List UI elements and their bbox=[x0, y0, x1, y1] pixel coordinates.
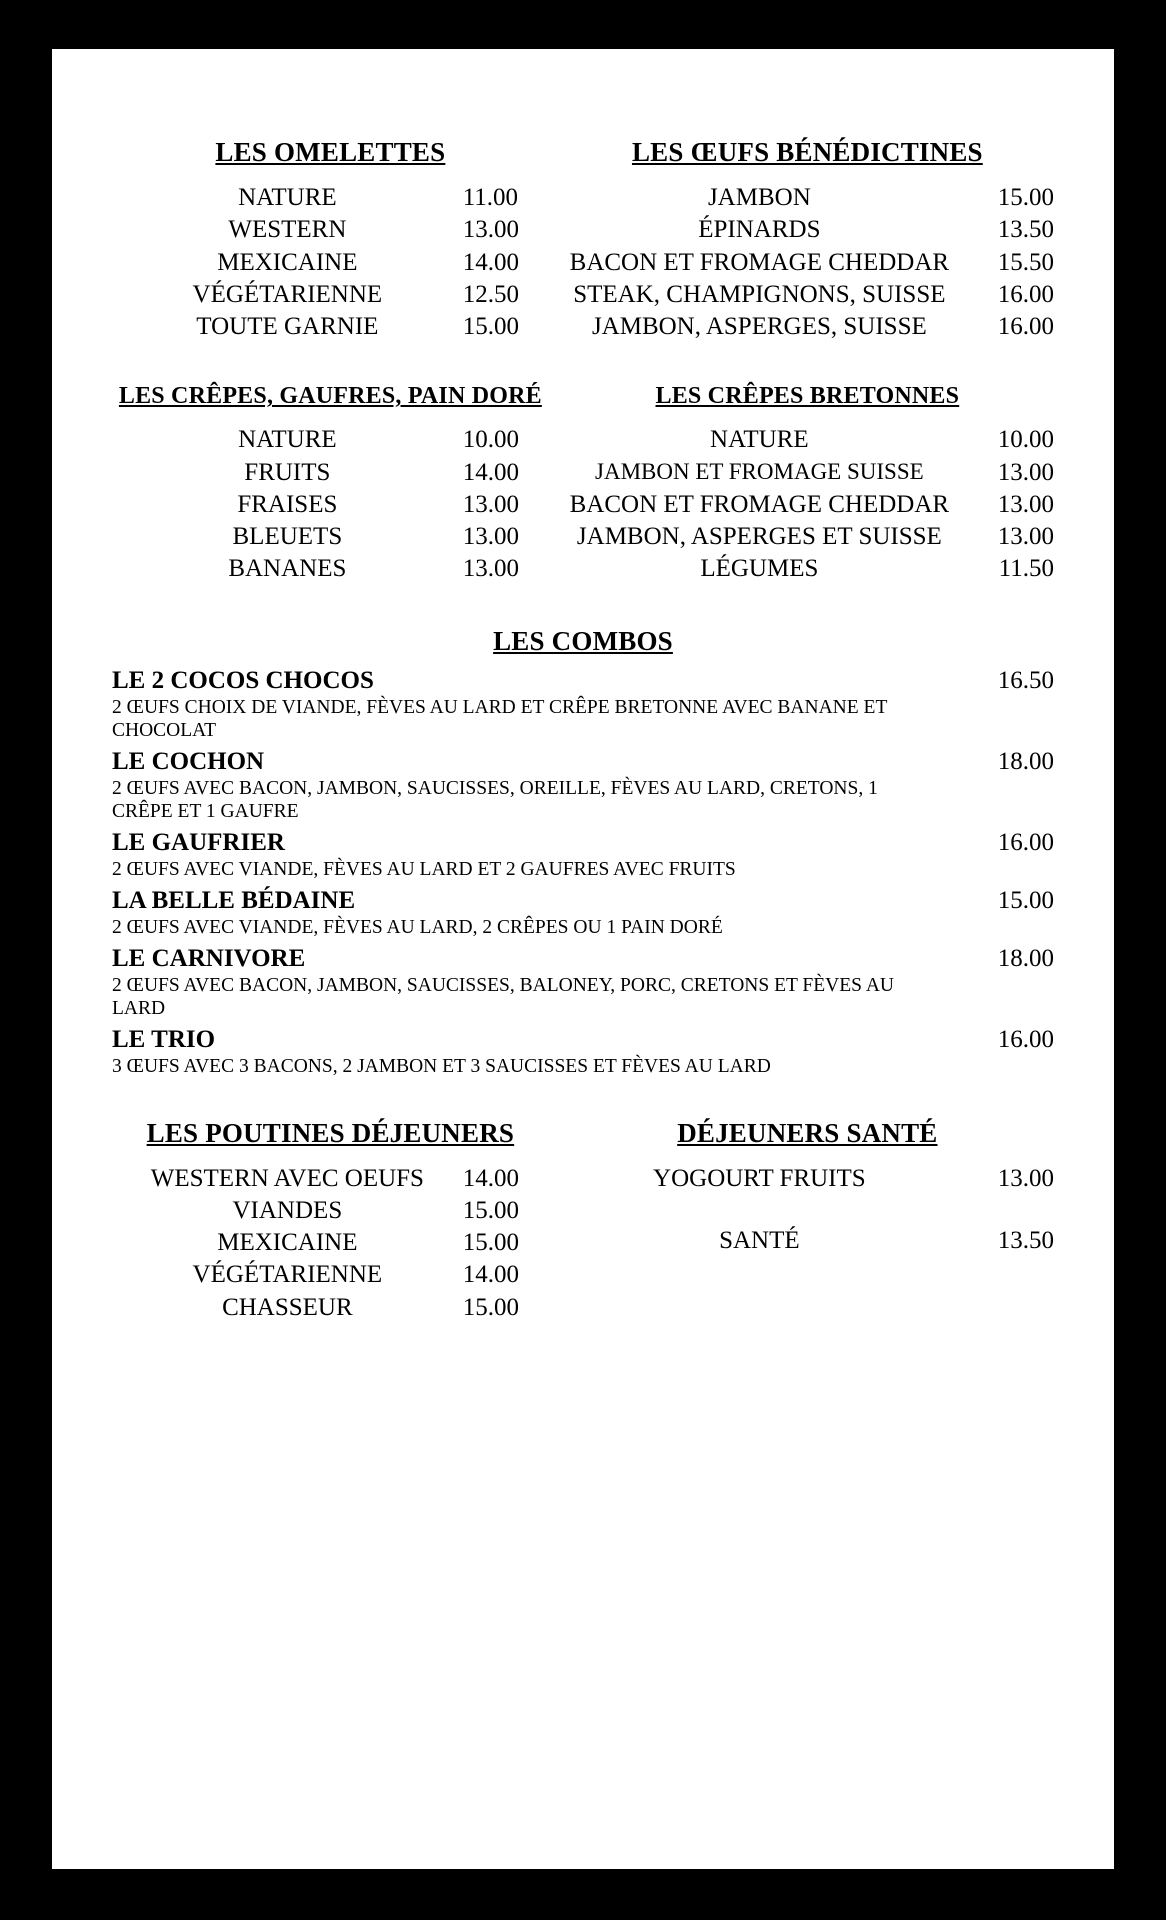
list-item bbox=[112, 945, 1054, 1020]
item-price: 16.00 bbox=[997, 280, 1054, 308]
combo-description: 2 ŒUFS AVEC VIANDE, FÈVES AU LARD, 2 CRÊPES OU 1 PAIN DORÉ bbox=[112, 916, 723, 938]
item-name: JAMBON ET FROMAGE SUISSE bbox=[595, 458, 924, 484]
item-price: 14.00 bbox=[462, 248, 519, 276]
table-row bbox=[112, 1195, 549, 1227]
table-row bbox=[561, 1195, 1054, 1257]
item-price: 11.00 bbox=[462, 184, 519, 211]
spacer bbox=[112, 586, 1054, 626]
combo-name: LE 2 COCOS CHOCOS bbox=[112, 666, 374, 694]
table-row bbox=[112, 279, 549, 311]
item-price: 15.00 bbox=[462, 1196, 519, 1224]
combo-header bbox=[112, 667, 1054, 695]
spacer bbox=[112, 1078, 1054, 1118]
table-row bbox=[112, 1227, 549, 1259]
poutines-table bbox=[112, 1163, 549, 1324]
item-price: 13.00 bbox=[997, 458, 1054, 486]
combo-price: 18.00 bbox=[997, 747, 1054, 775]
section-omelettes bbox=[112, 137, 555, 343]
combo-description: 3 ŒUFS AVEC 3 BACONS, 2 JAMBON ET 3 SAUCISSES ET FÈVES AU LARD bbox=[112, 1055, 771, 1077]
combo-price: 16.00 bbox=[997, 828, 1054, 856]
combo-description: 2 ŒUFS AVEC BACON, JAMBON, SAUCISSES, OREILLE, FÈVES AU LARD, CRETONS, 1 CRÊPE ET 1 GAUFRE bbox=[112, 777, 878, 822]
item-name: BLEUETS bbox=[232, 523, 343, 550]
section-combos bbox=[112, 626, 1054, 1078]
item-price: 15.00 bbox=[462, 1293, 519, 1321]
table-row bbox=[112, 553, 549, 585]
item-name: LÉGUMES bbox=[700, 555, 819, 583]
table-row bbox=[561, 279, 1054, 311]
item-name: NATURE bbox=[710, 426, 809, 454]
menu-sheet bbox=[52, 49, 1114, 1869]
item-name: JAMBON bbox=[707, 184, 811, 211]
item-name: TOUTE GARNIE bbox=[196, 313, 379, 340]
item-price: 15.50 bbox=[997, 248, 1054, 276]
item-price: 15.00 bbox=[462, 1229, 519, 1256]
item-name: JAMBON, ASPERGES ET SUISSE bbox=[576, 523, 942, 550]
omelettes-table bbox=[112, 182, 549, 343]
combo-header bbox=[112, 1026, 1054, 1054]
benedictines-table bbox=[561, 182, 1054, 343]
item-price: 13.00 bbox=[997, 523, 1054, 550]
item-name: JAMBON, ASPERGES, SUISSE bbox=[591, 313, 927, 340]
table-row bbox=[561, 521, 1054, 553]
row-poutines-sante bbox=[112, 1118, 1054, 1324]
combo-header bbox=[112, 945, 1054, 973]
list-item bbox=[112, 667, 1054, 742]
item-price: 13.50 bbox=[997, 216, 1054, 244]
sante-table bbox=[561, 1163, 1054, 1258]
combo-price: 16.00 bbox=[997, 1025, 1054, 1053]
table-row bbox=[561, 247, 1054, 279]
item-price: 13.50 bbox=[997, 1226, 1054, 1254]
table-row bbox=[112, 521, 549, 553]
combo-header bbox=[112, 829, 1054, 857]
item-price: 13.00 bbox=[997, 1164, 1054, 1192]
item-name: STEAK, CHAMPIGNONS, SUISSE bbox=[573, 280, 946, 308]
combo-name: LE TRIO bbox=[112, 1025, 216, 1053]
item-price: 10.00 bbox=[462, 426, 519, 454]
combo-description: 2 ŒUFS AVEC VIANDE, FÈVES AU LARD ET 2 GAUFRES AVEC FRUITS bbox=[112, 858, 736, 880]
combo-header bbox=[112, 748, 1054, 776]
item-price: 16.00 bbox=[997, 313, 1054, 340]
section-poutines bbox=[112, 1118, 555, 1324]
table-row bbox=[112, 214, 549, 246]
item-price: 14.00 bbox=[462, 1261, 519, 1289]
table-row bbox=[561, 214, 1054, 246]
page-border-inner bbox=[50, 47, 1116, 1871]
crepes-gaufres-table bbox=[112, 424, 549, 585]
section-title-poutines: LES POUTINES DÉJEUNERS bbox=[146, 1117, 515, 1148]
section-crepes-bretonnes bbox=[555, 383, 1054, 585]
table-row bbox=[112, 311, 549, 343]
item-price: 15.00 bbox=[997, 184, 1054, 211]
item-price: 13.00 bbox=[462, 555, 519, 583]
table-row bbox=[112, 424, 549, 456]
section-title-sante: DÉJEUNERS SANTÉ bbox=[677, 1117, 938, 1148]
combo-price: 16.50 bbox=[997, 666, 1054, 694]
combo-name: LE GAUFRIER bbox=[112, 828, 285, 856]
table-row bbox=[561, 424, 1054, 456]
item-name: FRUITS bbox=[244, 458, 331, 486]
item-name: WESTERN AVEC OEUFS bbox=[150, 1164, 424, 1192]
crepes-bretonnes-table bbox=[561, 424, 1054, 585]
table-row bbox=[112, 489, 549, 521]
combo-description: 2 ŒUFS CHOIX DE VIANDE, FÈVES AU LARD ET CRÊPE BRETONNE AVEC BANANE ET CHOCOLAT bbox=[112, 696, 888, 741]
section-title-omelettes: LES OMELETTES bbox=[215, 137, 446, 167]
item-name: BACON ET FROMAGE CHEDDAR bbox=[569, 248, 950, 276]
table-row bbox=[112, 1259, 549, 1291]
row-omelettes-benedictines bbox=[112, 137, 1054, 343]
combos-list bbox=[112, 667, 1054, 1078]
section-benedictines bbox=[555, 137, 1054, 343]
item-price: 13.00 bbox=[462, 523, 519, 550]
item-price: 13.00 bbox=[462, 216, 519, 244]
item-price: 14.00 bbox=[462, 1164, 519, 1192]
item-name: BACON ET FROMAGE CHEDDAR bbox=[569, 490, 950, 518]
item-name: NATURE bbox=[238, 426, 337, 454]
item-price: 15.00 bbox=[462, 313, 519, 340]
item-name: MEXICAINE bbox=[217, 1229, 358, 1256]
table-row bbox=[561, 1163, 1054, 1195]
item-name: BANANES bbox=[228, 555, 347, 583]
item-price: 12.50 bbox=[462, 280, 519, 308]
row-crepes bbox=[112, 383, 1054, 585]
list-item bbox=[112, 1026, 1054, 1078]
item-price: 13.00 bbox=[462, 490, 519, 518]
item-name: MEXICAINE bbox=[217, 248, 358, 276]
table-row bbox=[561, 489, 1054, 521]
combo-name: LE CARNIVORE bbox=[112, 944, 306, 972]
item-name: VÉGÉTARIENNE bbox=[192, 280, 383, 308]
table-row bbox=[112, 182, 549, 214]
spacer bbox=[112, 343, 1054, 383]
item-name: YOGOURT FRUITS bbox=[653, 1164, 866, 1192]
table-row bbox=[112, 1163, 549, 1195]
item-name: FRAISES bbox=[237, 490, 338, 518]
item-name: SANTÉ bbox=[719, 1226, 800, 1254]
list-item bbox=[112, 829, 1054, 881]
combo-name: LA BELLE BÉDAINE bbox=[112, 886, 356, 914]
section-title-benedictines: LES ŒUFS BÉNÉDICTINES bbox=[631, 137, 983, 167]
combo-name: LE COCHON bbox=[112, 747, 265, 775]
item-price: 11.50 bbox=[998, 555, 1054, 583]
table-row bbox=[561, 311, 1054, 343]
section-crepes-gaufres bbox=[112, 383, 555, 585]
section-sante bbox=[555, 1118, 1054, 1258]
item-name: ÉPINARDS bbox=[698, 216, 821, 244]
combo-price: 15.00 bbox=[997, 886, 1054, 914]
list-item bbox=[112, 748, 1054, 823]
item-price: 10.00 bbox=[997, 426, 1054, 454]
table-row bbox=[561, 182, 1054, 214]
table-row bbox=[561, 553, 1054, 585]
item-name: CHASSEUR bbox=[222, 1293, 353, 1321]
combo-price: 18.00 bbox=[997, 944, 1054, 972]
combo-header bbox=[112, 887, 1054, 915]
item-name: WESTERN bbox=[228, 216, 347, 244]
table-row bbox=[112, 457, 549, 489]
table-row bbox=[112, 247, 549, 279]
list-item bbox=[112, 887, 1054, 939]
item-name: VIANDES bbox=[232, 1196, 343, 1224]
section-title-crepes-bretonnes: LES CRÊPES BRETONNES bbox=[655, 383, 960, 410]
page-border-outer bbox=[36, 34, 1130, 1884]
item-name: NATURE bbox=[238, 184, 337, 211]
section-title-combos: LES COMBOS bbox=[493, 625, 673, 656]
item-name: VÉGÉTARIENNE bbox=[192, 1261, 383, 1289]
table-row bbox=[561, 457, 1054, 489]
table-row bbox=[112, 1292, 549, 1324]
item-price: 14.00 bbox=[462, 458, 519, 486]
item-price: 13.00 bbox=[997, 490, 1054, 518]
combo-description: 2 ŒUFS AVEC BACON, JAMBON, SAUCISSES, BALONEY, PORC, CRETONS ET FÈVES AU LARD bbox=[112, 974, 894, 1019]
section-title-crepes-gaufres: LES CRÊPES, GAUFRES, PAIN DORÉ bbox=[118, 383, 542, 410]
